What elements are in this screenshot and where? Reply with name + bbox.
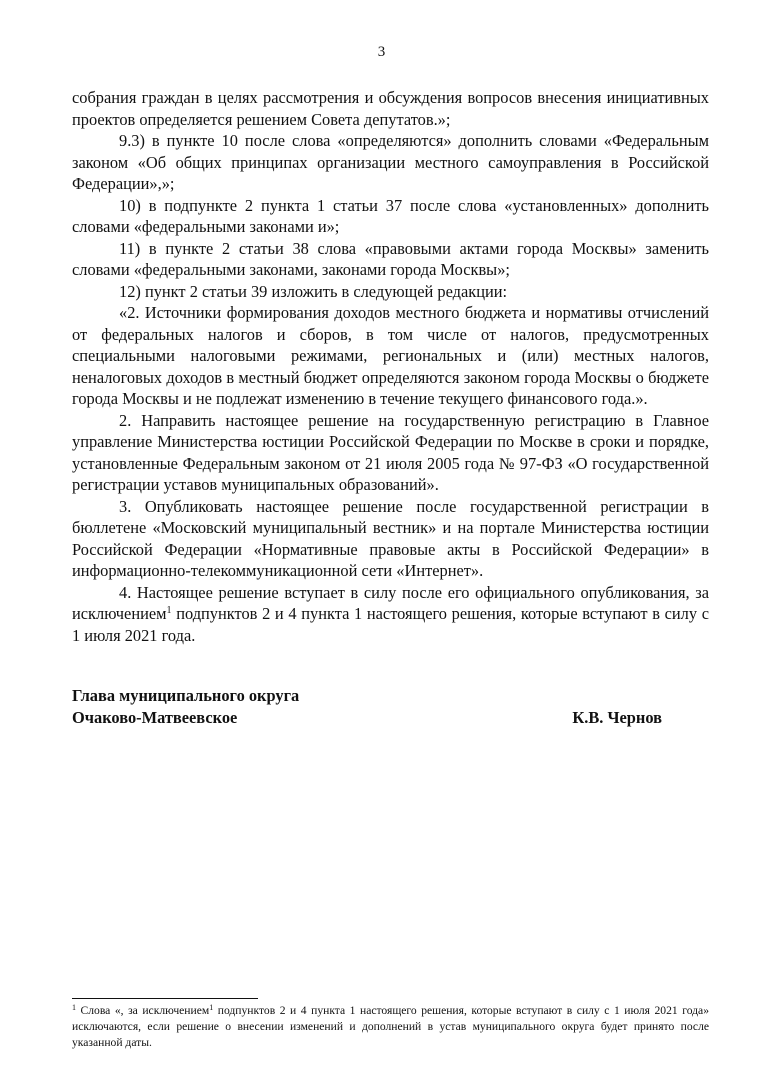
signatory-name: К.В. Чернов (572, 707, 662, 727)
paragraph-point-4 (72, 582, 709, 647)
paragraph-point-3: 3. Опубликовать настоящее решение после государственной регистрации в бюллетене «Московский муниципальный вестник» и на портале Министерства юстиции Российской Федерации «Нормативные правовые акты в Российской Федерации» в информационно-телекоммуникационной сети «Интернет». (72, 496, 709, 580)
paragraph-item-12: 12) пункт 2 статьи 39 изложить в следующей редакции: (119, 281, 508, 301)
document-body (72, 87, 709, 646)
footnote-reference-mark[interactable]: 1 (166, 605, 172, 616)
footnote-text-end: подпунктов 2 и 4 пункта 1 настоящего решения, которые вступают в силу с 1 июля 2021 года» исключаются, если решение о внесении изменений и дополнений в устав муниципального округа будет принято после указанной даты. (72, 1004, 709, 1049)
footnote-inner-mark: 1 (209, 1003, 214, 1012)
paragraph-item-10: 10) в подпункте 2 пункта 1 статьи 37 после слова «установленных» дополнить словами «федеральными законами и»; (72, 195, 709, 236)
page-number: 3 (377, 44, 386, 60)
signature-title-line-2: Очаково-Матвеевское (72, 707, 238, 727)
paragraph-point-2: 2. Направить настоящее решение на государственную регистрацию в Главное управление Министерства юстиции Российской Федерации по Москве в сроки и порядке, установленные Федеральным законом от 21 июля 2005 года № 97-ФЗ «О государственной регистрации уставов муниципальных образований». (72, 410, 709, 494)
paragraph-item-11: 11) в пункте 2 статьи 38 слова «правовыми актами города Москвы» заменить словами «федеральными законами, законами города Москвы»; (72, 238, 709, 279)
footnote (72, 1003, 709, 1051)
paragraph-point-4-end: подпунктов 2 и 4 пункта 1 настоящего решения, которые вступают в силу с 1 июля 2021 года. (72, 604, 709, 645)
paragraph-quoted-article: «2. Источники формирования доходов местного бюджета и нормативы отчислений от федеральных налогов и сборов, в том числе от налогов, предусмотренных специальными налоговыми режимами, региональных и (или) местных налогов, неналоговых доходов в местный бюджет определяются законом города Москвы о бюджете города Москвы и не подлежат изменению в течение текущего финансового года.». (72, 303, 709, 408)
footnote-text-start: Слова «, за исключением (76, 1004, 210, 1017)
paragraph-item-9-3: 9.3) в пункте 10 после слова «определяются» дополнить словами «Федеральным законом «Об общих принципах организации местного самоуправления в Российской Федерации»,»; (72, 131, 709, 193)
footnote-mark: 1 (72, 1003, 76, 1012)
paragraph-continuation: собрания граждан в целях рассмотрения и обсуждения вопросов внесения инициативных проектов определяется решением Совета депутатов.»; (72, 88, 709, 129)
paragraph-point-4-start: 4. Настоящее решение вступает в силу после его официального опубликования, за исключением (72, 582, 709, 623)
footnote-divider (72, 998, 258, 999)
signature-block (72, 685, 662, 728)
signature-title-line-1: Глава муниципального округа (72, 686, 300, 705)
